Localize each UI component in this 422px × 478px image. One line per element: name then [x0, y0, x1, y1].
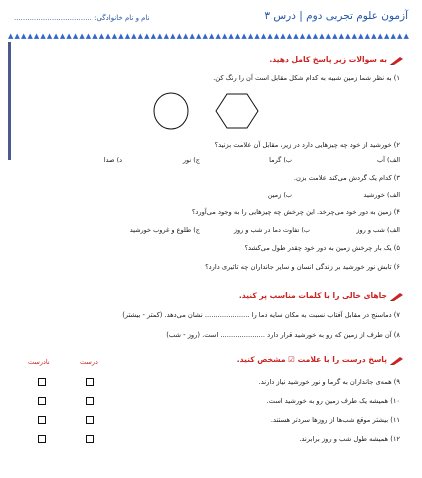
- q3-option-a[interactable]: الف) خورشید: [363, 191, 400, 199]
- false-column-header: نادرست: [28, 358, 50, 366]
- q2-option-b[interactable]: ب) گرما: [269, 156, 292, 164]
- shape-options: [150, 92, 290, 132]
- q4-option-a[interactable]: الف) شب و روز: [356, 226, 400, 234]
- question-8: ۸) آن طرف از زمین که رو به خورشید قرار دارد ..................... است. (روز - شب): [166, 331, 400, 339]
- circle-shape-icon[interactable]: [154, 93, 188, 129]
- student-name-field: نام و نام خانوادگی: ...................................: [14, 14, 150, 22]
- decorative-arrow-border: ▲▲▲▲▲▲▲▲▲▲▲▲▲▲▲▲▲▲▲▲▲▲▲▲▲▲▲▲▲▲▲▲▲▲▲▲▲▲▲▲▲▲▲▲▲▲▲▲▲▲▲▲▲▲▲▲▲▲▲▲▲▲: [8, 32, 410, 40]
- question-3: ۳) کدام یک گردش می‌کند علامت بزن.: [293, 174, 400, 182]
- pencil-icon: [390, 56, 404, 65]
- tf-statement-10: ۱۰) همیشه یک طرف زمین رو به خورشید است.: [266, 397, 400, 405]
- false-checkbox-9[interactable]: [38, 378, 46, 386]
- worksheet-title: آزمون علوم تجربی دوم | درس ۳: [264, 10, 408, 22]
- q2-option-c[interactable]: ج) نور: [182, 156, 200, 164]
- q4-option-b[interactable]: ب) تفاوت دما در شب و روز: [233, 226, 310, 234]
- false-checkbox-11[interactable]: [38, 416, 46, 424]
- worksheet-header: [14, 8, 408, 30]
- q3-option-b[interactable]: ب) زمین: [267, 191, 292, 199]
- left-margin-bar: [8, 42, 11, 160]
- question-2: ۲) خورشید از خود چه چیزهایی دارد در زیر، مقابل آن علامت بزنید؟: [214, 141, 400, 149]
- q2-option-a[interactable]: الف) آب: [376, 156, 400, 164]
- tf-statement-12: ۱۲) همیشه طول شب و روز برابرند.: [299, 435, 400, 443]
- question-5: ۵) یک بار چرخش زمین به دور خود چقدر طول می‌کشد؟: [244, 244, 400, 252]
- question-4: ۴) زمین به دور خود می‌چرخد. این چرخش چه چیزهایی را به وجود می‌آورد؟: [191, 208, 400, 216]
- true-checkbox-10[interactable]: [86, 397, 94, 405]
- false-checkbox-12[interactable]: [38, 435, 46, 443]
- q4-option-c[interactable]: ج) طلوع و غروب خورشید: [129, 226, 200, 234]
- section-3-heading: [237, 355, 404, 365]
- q2-option-d[interactable]: د) صدا: [103, 156, 122, 164]
- false-checkbox-10[interactable]: [38, 397, 46, 405]
- pencil-icon: [390, 292, 404, 301]
- hexagon-shape-icon[interactable]: [216, 94, 258, 128]
- true-checkbox-9[interactable]: [86, 378, 94, 386]
- section-3-heading-text: پاسخ درست را با علامت ☑ مشخص کنید.: [236, 355, 387, 364]
- section-2-heading: [239, 291, 404, 301]
- tf-statement-11: ۱۱) بیشتر موقع شب‌ها از روزها سردتر هستند.: [270, 416, 400, 424]
- true-checkbox-11[interactable]: [86, 416, 94, 424]
- question-6: ۶) تابش نور خورشید بر زندگی انسان و سایر جانداران چه تاثیری دارد؟: [205, 263, 400, 271]
- tf-statement-9: ۹) همه‌ی جانداران به گرما و نور خورشید نیاز دارند.: [258, 378, 400, 386]
- section-2-heading-text: جاهای خالی را با کلمات مناسب پر کنید.: [238, 291, 387, 300]
- question-7: ۷) دماسنج در مقابل آفتاب نسبت به مکان سایه دما را ..................... نشان می‌دهد. (کمتر - بیشتر): [122, 311, 400, 319]
- true-checkbox-12[interactable]: [86, 435, 94, 443]
- pencil-icon: [390, 356, 404, 365]
- true-column-header: درست: [80, 358, 98, 366]
- section-1-heading: [269, 55, 404, 65]
- section-1-heading-text: به سوالات زیر پاسخ کامل دهید.: [269, 55, 387, 64]
- question-1: ۱) به نظر شما زمین شبیه به کدام شکل مقابل است آن را رنگ کن.: [213, 74, 400, 82]
